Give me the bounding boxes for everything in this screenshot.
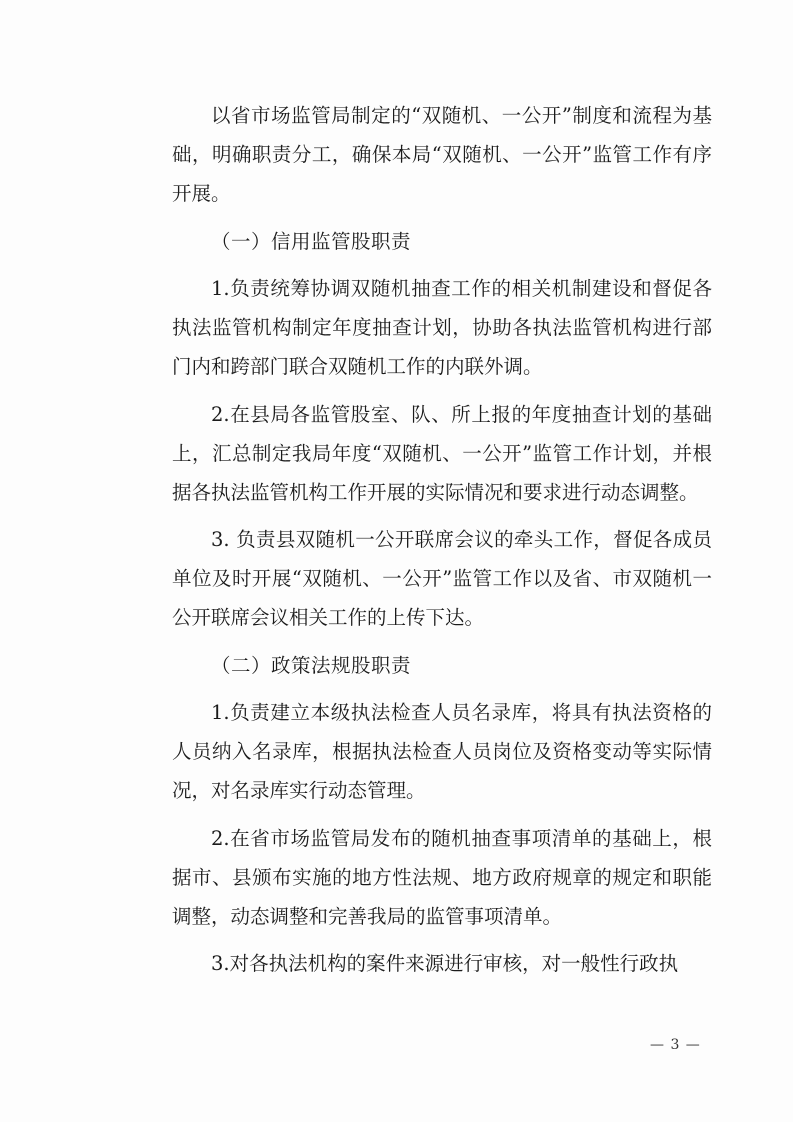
page-number: — 3 —: [650, 1037, 701, 1053]
paragraph-policy-item-1: 1.负责建立本级执法检查人员名录库，将具有执法资格的人员纳入名录库，根据执法检查人员岗位及资格变动等实际情况，对名录库实行动态管理。: [172, 701, 712, 802]
paragraph-policy-item-3: 3.对各执法机构的案件来源进行审核，对一般性行政执: [211, 952, 679, 975]
paragraph-credit-item-3: 3. 负责县双随机一公开联席会议的牵头工作，督促各成员单位及时开展“双随机、一公开”监管工作以及省、市双随机一公开联席会议相关工作的上传下达。: [172, 528, 712, 629]
section-heading-credit-supervision: （一）信用监管股职责: [211, 229, 412, 253]
paragraph-credit-item-1: 1.负责统筹协调双随机抽查工作的相关机制建设和督促各执法监管机构制定年度抽查计划，协助各执法监管机构进行部门内和跨部门联合双随机工作的内联外调。: [172, 277, 712, 378]
section-heading-policy-regulation: （二）政策法规股职责: [211, 653, 412, 677]
paragraph-credit-item-2: 2.在县局各监管股室、队、所上报的年度抽查计划的基础上，汇总制定我局年度“双随机、一公开”监管工作计划，并根据各执法监管机构工作开展的实际情况和要求进行动态调整。: [172, 402, 712, 504]
paragraph-policy-item-2: 2.在省市场监管局发布的随机抽查事项清单的基础上，根据市、县颁布实施的地方性法规、地方政府规章的规定和职能调整，动态调整和完善我局的监管事项清单。: [172, 826, 712, 928]
document-body: [172, 96, 712, 992]
paragraph-intro: 以省市场监管局制定的“双随机、一公开”制度和流程为基础，明确职责分工，确保本局“双随机、一公开”监管工作有序开展。: [172, 104, 712, 205]
